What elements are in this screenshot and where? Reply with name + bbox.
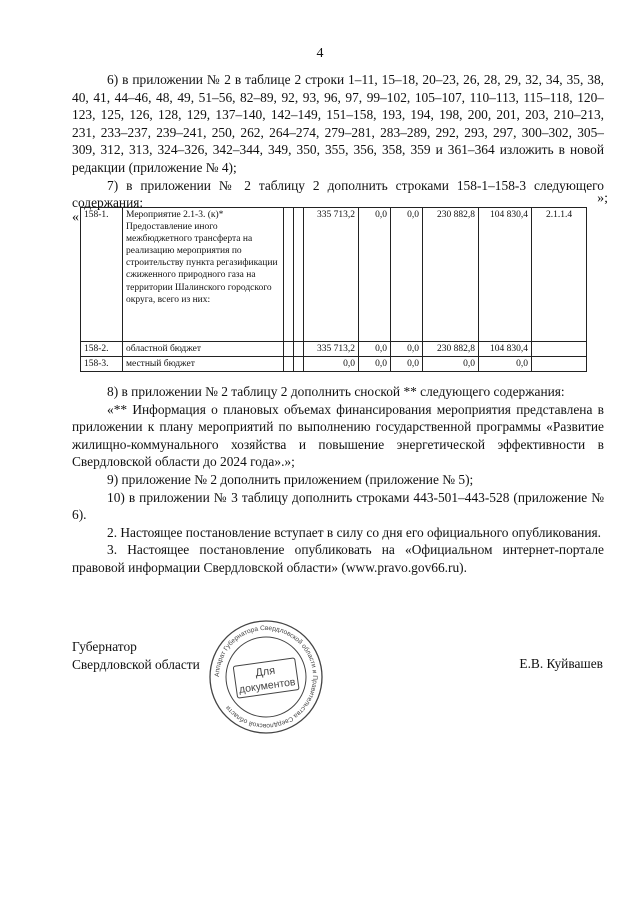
- table-row: [81, 208, 587, 342]
- row-number: 158-2.: [81, 342, 123, 357]
- empty-cell: [284, 342, 294, 357]
- paragraph-clause-3: 3. Настоящее постановление опубликовать на «Официальном интернет-портале правовой информации Свердловской области» (www.pravo.gov66.ru).: [72, 542, 604, 575]
- empty-cell: [294, 342, 304, 357]
- row-name: областной бюджет: [123, 342, 284, 357]
- value-total: 335 713,2: [304, 208, 359, 342]
- empty-cell: [294, 208, 304, 342]
- value-year-1: 0,0: [359, 208, 391, 342]
- empty-cell: [294, 357, 304, 372]
- paragraph-item-7: 7) в приложении № 2 таблицу 2 дополнить строками 158-1–158-3 следующего содержания:: [72, 177, 604, 211]
- table-close-quote: »;: [597, 191, 608, 206]
- row-number: 158-1.: [81, 208, 123, 342]
- value-year-2: 0,0: [391, 357, 423, 372]
- value-year-2: 0,0: [391, 342, 423, 357]
- value-total: 0,0: [304, 357, 359, 372]
- value-year-3: 230 882,8: [423, 342, 479, 357]
- svg-text:Для: Для: [254, 664, 276, 680]
- amendments-top: [72, 71, 604, 212]
- value-year-4: 104 830,4: [479, 342, 532, 357]
- svg-text:Аппарат Губернатора Свердловск: Аппарат Губернатора Свердловской области и Правительства Свердловской области: [213, 624, 319, 730]
- target-code: 2.1.1.4: [532, 208, 587, 342]
- value-year-3: 0,0: [423, 357, 479, 372]
- budget-table: [80, 207, 587, 372]
- value-year-4: 104 830,4: [479, 208, 532, 342]
- value-year-1: 0,0: [359, 342, 391, 357]
- position-line-2: Свердловской области: [72, 656, 200, 672]
- table-row: [81, 357, 587, 372]
- stamp-seal-icon: [207, 618, 325, 736]
- svg-text:документов: документов: [238, 676, 297, 696]
- value-year-4: 0,0: [479, 357, 532, 372]
- row-name: Мероприятие 2.1-3. (к)* Предоставление иного межбюджетного трансферта на реализацию мероприятия по строительству пункта регазификации сжиженного природного газа на территории Шалинского городского округа, всего из них:: [123, 208, 284, 342]
- target-code: [532, 357, 587, 372]
- paragraph-clause-2: 2. Настоящее постановление вступает в силу со дня его официального опубликования.: [107, 524, 601, 540]
- position-line-1: Губернатор: [72, 639, 137, 654]
- amendments-bottom: [72, 383, 604, 577]
- paragraph-item-9: 9) приложение № 2 дополнить приложением (приложение № 5);: [107, 471, 474, 487]
- target-code: [532, 342, 587, 357]
- value-year-2: 0,0: [391, 208, 423, 342]
- paragraph-item-8: 8) в приложении № 2 таблицу 2 дополнить сноской ** следующего содержания:: [107, 384, 565, 399]
- value-year-3: 230 882,8: [423, 208, 479, 342]
- empty-cell: [284, 208, 294, 342]
- value-total: 335 713,2: [304, 342, 359, 357]
- row-number: 158-3.: [81, 357, 123, 372]
- table-open-quote: «: [72, 210, 79, 225]
- row-name: местный бюджет: [123, 357, 284, 372]
- value-year-1: 0,0: [359, 357, 391, 372]
- paragraph-footnote: «** Информация о плановых объемах финансирования мероприятия представлена в приложении к плану мероприятий по выполнению государственной программы «Развитие жилищно-коммунального хозяйства и повышение энергетической эффективности в Свердловской области до 2024 года».»;: [72, 401, 604, 470]
- signatory-name: Е.В. Куйвашев: [519, 656, 603, 671]
- empty-cell: [284, 357, 294, 372]
- table-row: [81, 342, 587, 357]
- paragraph-item-10: 10) в приложении № 3 таблицу дополнить строками 443-501–443-528 (приложение № 6).: [72, 489, 604, 523]
- paragraph-item-6: 6) в приложении № 2 в таблице 2 строки 1–11, 15–18, 20–23, 26, 28, 29, 32, 34, 35, 38, 40, 41, 44–46, 48, 49, 51–56, 82–89, 92, 93, 96, 97, 99–102, 105–107, 110–113, 115–118, 120–123, 125, 126, 128, 129, 137–140, 142–149, 151–158, 193, 194, 198, 200, 201, 203, 210–213, 231, 233–237, 239–241, 250, 262, 264–274, 279–281, 283–289, 292, 293, 297, 300–302, 305–309, 312, 313, 324–326, 342–344, 349, 350, 355, 356, 358, 359 и 361–364 изложить в новой редакции (приложение № 4);: [72, 72, 604, 175]
- page-number: 4: [316, 46, 324, 61]
- signatory-position: [72, 638, 200, 673]
